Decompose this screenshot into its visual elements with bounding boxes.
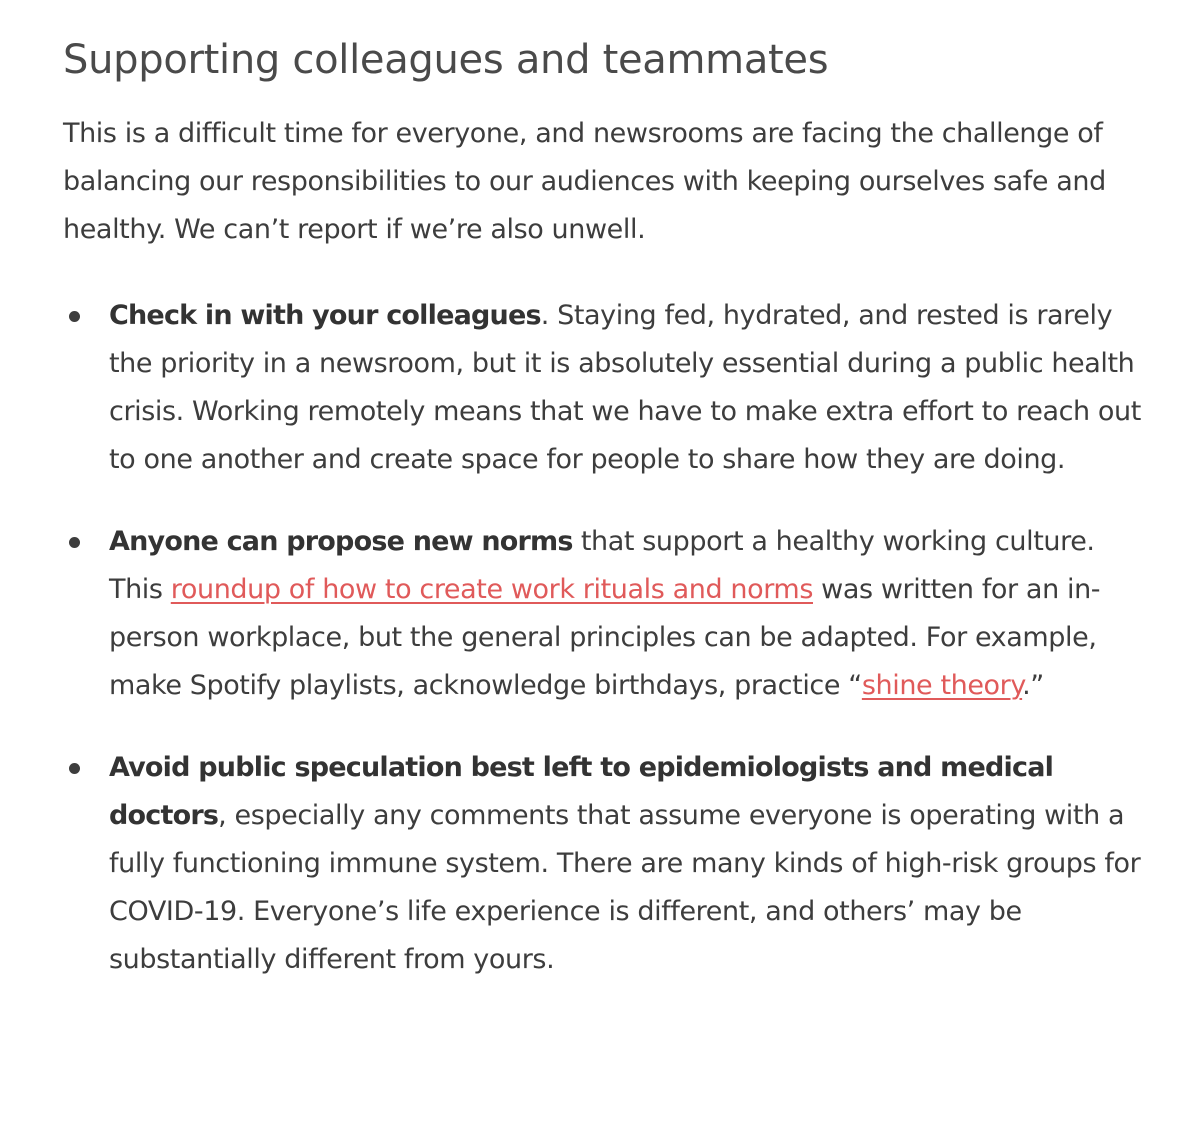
bullet-dot-icon	[69, 537, 80, 548]
bullet-item-avoid-speculation	[63, 744, 1143, 984]
bullet-lead: Anyone can propose new norms	[109, 526, 573, 557]
bullet-text: .”	[1022, 670, 1044, 701]
bullet-text: that support a healthy working culture. This	[109, 526, 1095, 605]
bullet-text: . Staying fed, hydrated, and rested is rarely the priority in a newsroom, but it is absolutely essential during a public health crisis. Working remotely means that we have to make extra effort to reach out to one another and create space for people to share how they are doing.	[109, 300, 1141, 475]
section-heading: Supporting colleagues and teammates	[63, 37, 829, 83]
bullet-item-check-in	[63, 292, 1143, 484]
bullet-lead: Check in with your colleagues	[109, 300, 541, 331]
bullet-dot-icon	[69, 311, 80, 322]
intro-paragraph: This is a difficult time for everyone, and newsrooms are facing the challenge of balancing our responsibilities to our audiences with keeping ourselves safe and healthy. We can’t report if we’re also unwell.	[63, 118, 1106, 245]
bullet-text: was written for an in-person workplace, but the general principles can be adapted. For example, make Spotify playlists, acknowledge birthdays, practice “	[109, 574, 1101, 701]
article-section	[63, 34, 1143, 1018]
work-rituals-link[interactable]: roundup of how to create work rituals and norms	[170, 574, 813, 605]
bullet-lead: Avoid public speculation best left to epidemiologists and medical doctors	[109, 752, 1054, 831]
shine-theory-link[interactable]: shine theory	[861, 670, 1023, 701]
bullet-list	[63, 292, 1143, 984]
bullet-item-new-norms	[63, 518, 1143, 710]
bullet-dot-icon	[69, 763, 80, 774]
bullet-text: , especially any comments that assume everyone is operating with a fully functioning immune system. There are many kinds of high-risk groups for COVID-19. Everyone’s life experience is different, and others’ may be substantially different from yours.	[109, 800, 1141, 975]
